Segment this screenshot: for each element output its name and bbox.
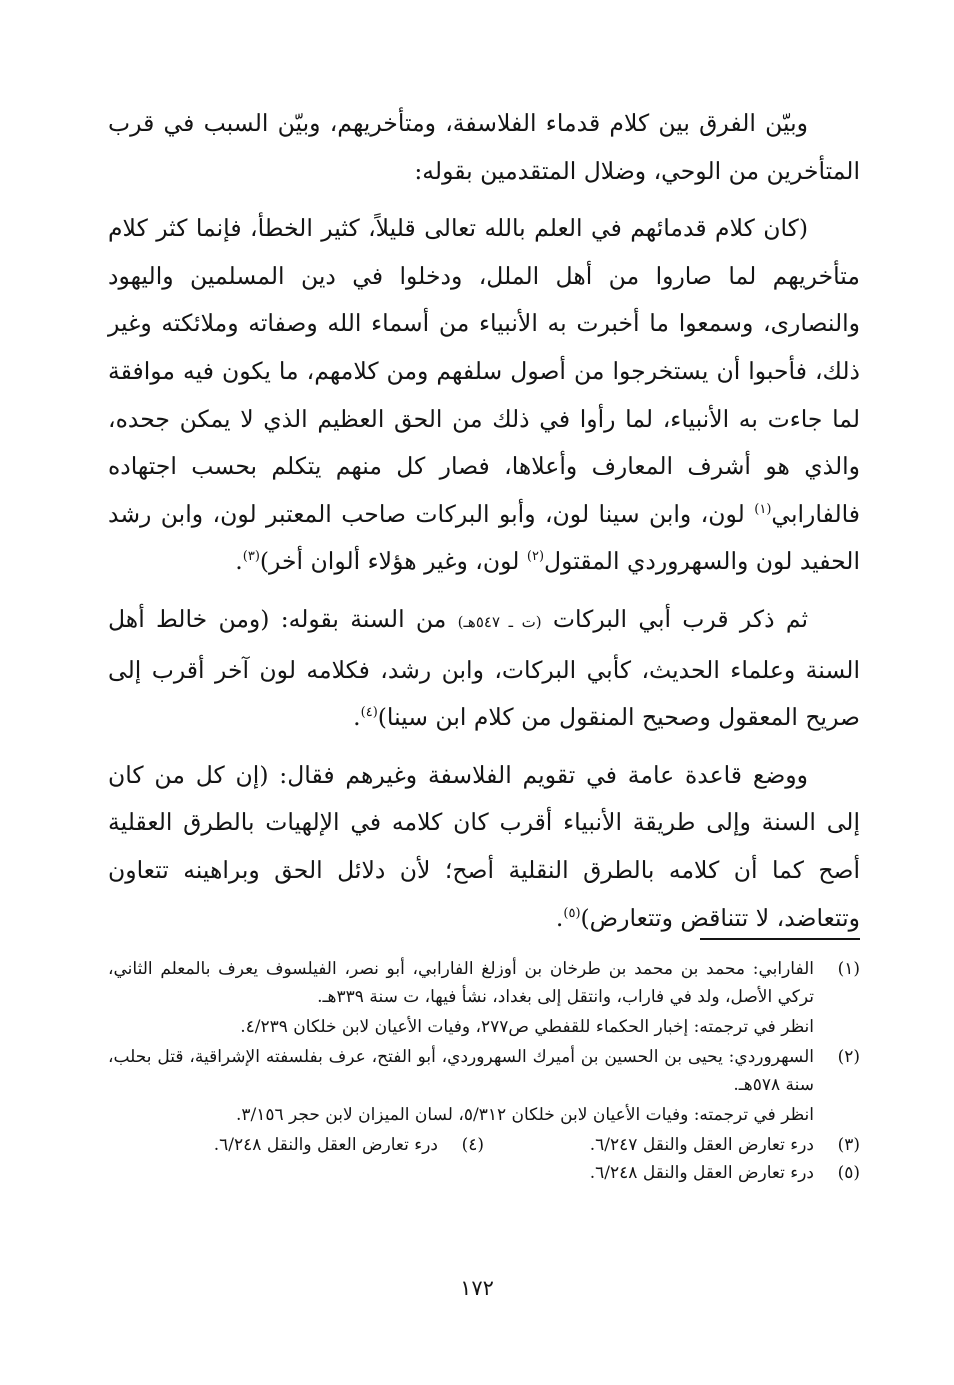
footnote-number: (٤) — [461, 1135, 484, 1155]
paragraph-rule: ووضع قاعدة عامة في تقويم الفلاسفة وغيرهم فقال: (إن كل من كان إلى السنة وإلى طريقة الأنبياء أقرب كان كلامه في الإلهيات بالطرق العقلية أصح كما أن كلامه بالطرق النقلية أصح؛ لأن دلائل الحق وبراهينه تتعاون وتتعاضد، لا تتناقض وتتعارض)$^{(٥)}$. — [108, 760, 860, 932]
footnote-marker-2[interactable]: (٢) — [526, 549, 545, 565]
footnote-marker-4[interactable]: (٤) — [360, 705, 378, 721]
footnote-text: درء تعارض العقل والنقل ٦/٢٤٧. — [589, 1135, 814, 1155]
footnote-marker-3[interactable]: (٣) — [242, 549, 260, 565]
footnote-2-reference: انظر في ترجمته: وفيات الأعيان لابن خلكان ٥/٣١٢، لسان الميزان لابن حجر ٣/١٥٦. — [235, 1105, 814, 1125]
paragraph-quote-1: (كان كلام قدمائهم في العلم بالله تعالى قليلاً، كثير الخطأ، فإنما كثر كلام متأخريهم لما صاروا من أهل الملل، ودخلوا في دين المسلمين واليهود والنصارى، وسمعوا ما أخبرت به الأنبياء من أسماء الله وصفاته وملائكته وغير ذلك، فأحبوا أن يستخرجوا من أصول سلفهم ومن كلامهم، ما يكون فيه موافقة لما جاءت به الأنبياء، لما رأوا في ذلك من الحق العظيم الذي لا يمكن جحده، والذي هو أشرف المعارف وأعلاها، فصار كل منهم يتكلم بحسب اجتهاده فالفارابي$^{(١)}$ لون، وابن سينا لون، وأبو البركات صاحب المعتبر لون، وابن رشد الحفيد لون والسهروردي المقتول$^{(٢)}$ لون، وغير هؤلاء ألوان أخر)$^{(٣)}$. — [108, 214, 860, 576]
footnote-text: السهروردي: يحيى بن الحسين بن أميرك السهروردي، أبو الفتح، عرف بفلسفته الإشراقية، قتل بحلب، سنة ٥٧٨هـ. — [108, 1047, 814, 1095]
footnotes-3-4 — [108, 1131, 860, 1159]
paragraph-intro: وبيّن الفرق بين كلام قدماء الفلاسفة، ومتأخريهم، وبيّن السبب في قرب المتأخرين من الوحي، وضلال المتقدمين بقوله: — [108, 109, 860, 185]
quote-text-cont: لون، وابن سينا لون، وأبو البركات صاحب المعتبر لون، وابن رشد الحفيد لون والسهروردي المقتول — [108, 499, 860, 576]
footnote-number: (٥) — [837, 1163, 860, 1183]
footnotes — [108, 955, 860, 1187]
footnote-1-reference: انظر في ترجمته: إخبار الحكماء للقفطي ص٢٧٧، وفيات الأعيان لابن خلكان ٤/٢٣٩. — [240, 1017, 814, 1037]
footnote-marker-5[interactable]: (٥) — [563, 905, 581, 921]
page-number: ١٧٢ — [460, 1276, 494, 1300]
death-date: (ت ـ ٥٤٧هـ) — [457, 612, 542, 631]
footnote-4 — [108, 1131, 484, 1159]
paragraph-abu-barakat: ثم ذكر قرب أبي البركات (ت ـ ٥٤٧هـ) من السنة بقوله: (ومن خالط أهل السنة وعلماء الحديث، كأبي البركات، وابن رشد، فكلامه لون آخر أقرب إلى صريح المعقول وصحيح المنقول من كلام ابن سينا)$^{(٤)}$. — [108, 604, 860, 732]
footnote-5 — [108, 1159, 860, 1187]
footnote-number: (١) — [837, 959, 860, 979]
footnote-separator — [700, 938, 860, 940]
footnote-text: درء تعارض العقل والنقل ٦/٢٤٨. — [213, 1135, 438, 1155]
footnote-1 — [108, 955, 860, 1011]
footnote-marker-1[interactable]: (١) — [754, 501, 772, 517]
quote-text-end: لون، وغير هؤلاء ألوان أخر) — [259, 547, 520, 576]
footnote-text: الفارابي: محمد بن محمد بن طرخان بن أوزلغ الفارابي، أبو نصر، الفيلسوف يعرف بالمعلم الثاني، تركي الأصل، ولد في فاراب، وانتقل إلى بغداد، نشأ فيها، ت سنة ٣٣٩هـ. — [108, 959, 814, 1007]
footnote-number: (٢) — [837, 1047, 860, 1067]
footnote-2 — [108, 1043, 860, 1099]
footnote-number: (٣) — [837, 1135, 860, 1155]
footnote-text: درء تعارض العقل والنقل ٦/٢٤٨. — [589, 1163, 814, 1183]
footnote-3 — [484, 1131, 860, 1159]
quote-text: (كان كلام قدمائهم في العلم بالله تعالى قليلاً، كثير الخطأ، فإنما كثر كلام متأخريهم لما صاروا من أهل الملل، ودخلوا في دين المسلمين واليهود والنصارى، وسمعوا ما أخبرت به الأنبياء من أسماء الله وصفاته وملائكته وغير ذلك، فأحبوا أن يستخرجوا من أصول سلفهم ومن كلامهم، ما يكون فيه موافقة لما جاءت به الأنبياء، لما رأوا في ذلك من الحق العظيم الذي لا يمكن جحده، والذي هو أشرف المعارف وأعلاها، فصار كل منهم يتكلم بحسب اجتهاده فالفارابي — [108, 214, 860, 528]
main-text — [108, 100, 860, 952]
